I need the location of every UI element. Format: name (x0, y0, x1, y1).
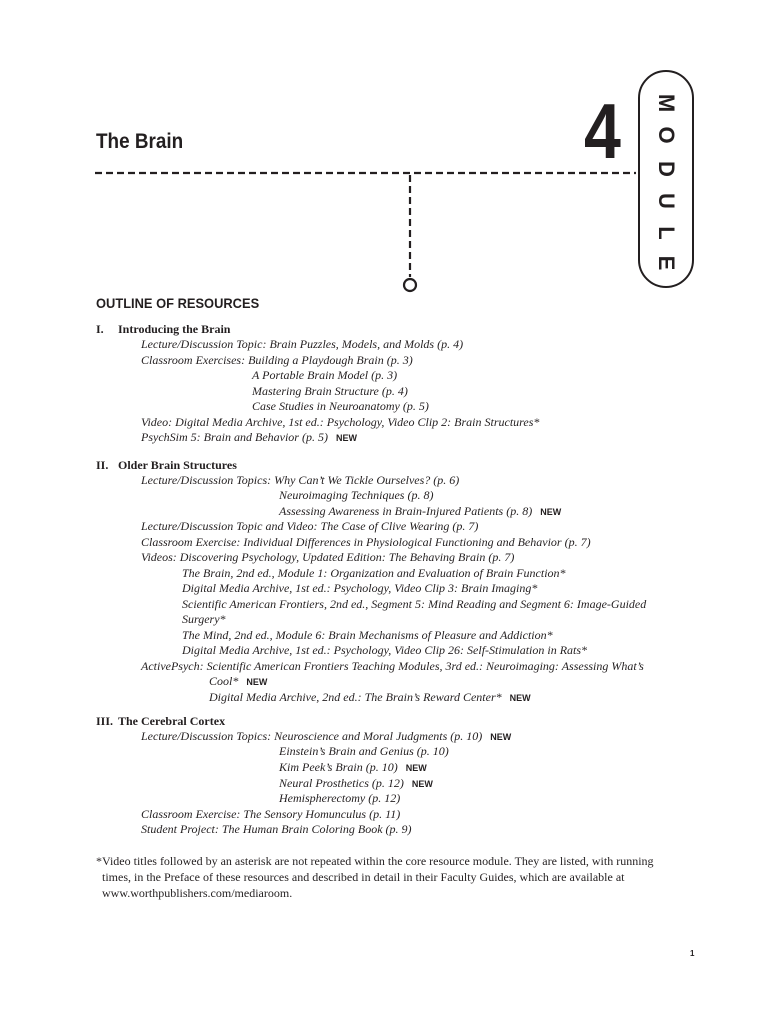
outline-line: A Portable Brain Model (p. 3) (252, 368, 398, 382)
section-number: II. (96, 458, 109, 472)
outline-line: Digital Media Archive, 1st ed.: Psychology, Video Clip 3: Brain Imaging* (182, 581, 538, 595)
outline-line (141, 430, 357, 445)
outline-line: Lecture/Discussion Topics: Why Can’t We Tickle Ourselves? (p. 6) (141, 473, 460, 487)
new-badge: NEW (246, 677, 268, 687)
section-number: I. (96, 322, 104, 336)
section-heading (96, 322, 230, 336)
section-title: Introducing the Brain (118, 322, 231, 336)
new-badge: NEW (405, 763, 427, 773)
section-title: Older Brain Structures (118, 458, 237, 472)
module-letter: U (654, 193, 679, 209)
outline-line-text: Digital Media Archive, 2nd ed.: The Brain’s Reward Center* (209, 690, 502, 704)
new-badge: NEW (509, 693, 531, 703)
outline-line-text: Cool* (209, 674, 239, 688)
module-letter: D (654, 161, 679, 177)
module-letter: L (654, 226, 679, 240)
module-letter: E (654, 255, 679, 271)
outline-heading: OUTLINE OF RESOURCES (96, 295, 260, 311)
section-heading (96, 458, 237, 472)
module-number: 4 (584, 87, 621, 175)
outline-line: Hemispherectomy (p. 12) (279, 791, 401, 805)
footnote-line: times, in the Preface of these resources and described in detail in their Faculty Guides, which are available at (102, 870, 625, 884)
outline-line-text: Neural Prosthetics (p. 12) (279, 776, 404, 790)
outline-line (279, 760, 427, 775)
outline-line (209, 690, 531, 705)
page-number: 1 (690, 949, 695, 958)
outline-line: The Mind, 2nd ed., Module 6: Brain Mechanisms of Pleasure and Addiction* (182, 628, 553, 642)
outline-line (279, 504, 561, 519)
new-badge: NEW (490, 732, 512, 742)
outline-line: Classroom Exercise: Individual Differences in Physiological Functioning and Behavior (p. 7) (141, 535, 591, 549)
outline-line (279, 776, 433, 791)
outline-line: Digital Media Archive, 1st ed.: Psychology, Video Clip 26: Self-Stimulation in Rats* (182, 643, 588, 657)
page-title: The Brain (96, 130, 184, 153)
module-letter: O (654, 126, 679, 144)
module-letter: M (654, 93, 679, 113)
outline-line: Lecture/Discussion Topic and Video: The Case of Clive Wearing (p. 7) (141, 519, 479, 533)
outline-line: Classroom Exercises: Building a Playdough Brain (p. 3) (141, 353, 413, 367)
module-tab (638, 70, 694, 288)
outline-line: Einstein’s Brain and Genius (p. 10) (279, 744, 449, 758)
outline-line (141, 729, 511, 744)
outline-line: Video: Digital Media Archive, 1st ed.: Psychology, Video Clip 2: Brain Structures* (141, 415, 540, 429)
outline-line: Scientific American Frontiers, 2nd ed., Segment 5: Mind Reading and Segment 6: Image-Guided (182, 597, 647, 611)
outline-line: Surgery* (182, 612, 226, 626)
dashed-divider (95, 171, 640, 296)
outline-line (209, 674, 267, 689)
outline-line: Classroom Exercise: The Sensory Homunculus (p. 11) (141, 807, 401, 821)
footnote (96, 853, 696, 901)
new-badge: NEW (335, 433, 357, 443)
new-badge: NEW (540, 507, 562, 517)
outline-line: Neuroimaging Techniques (p. 8) (279, 488, 434, 502)
section-heading (96, 714, 225, 728)
outline-line: Mastering Brain Structure (p. 4) (252, 384, 408, 398)
outline-line: Student Project: The Human Brain Coloring Book (p. 9) (141, 822, 412, 836)
outline-line-text: Assessing Awareness in Brain-Injured Patients (p. 8) (279, 504, 533, 518)
footnote-line: *Video titles followed by an asterisk are not repeated within the core resource module. They are listed, with running (96, 854, 654, 868)
outline-line-text: Lecture/Discussion Topics: Neuroscience and Moral Judgments (p. 10) (141, 729, 483, 743)
outline-line: The Brain, 2nd ed., Module 1: Organization and Evaluation of Brain Function* (182, 566, 566, 580)
outline-line-text: PsychSim 5: Brain and Behavior (p. 5) (141, 430, 328, 444)
outline-line: Case Studies in Neuroanatomy (p. 5) (252, 399, 429, 413)
outline-line: Videos: Discovering Psychology, Updated Edition: The Behaving Brain (p. 7) (141, 550, 515, 564)
section-number: III. (96, 714, 114, 728)
outline-line-text: Kim Peek’s Brain (p. 10) (279, 760, 398, 774)
outline-line: Lecture/Discussion Topic: Brain Puzzles, Models, and Molds (p. 4) (141, 337, 464, 351)
footnote-line: www.worthpublishers.com/mediaroom. (102, 886, 293, 900)
outline-line: ActivePsych: Scientific American Frontiers Teaching Modules, 3rd ed.: Neuroimaging: Assessing What’s (141, 659, 644, 673)
new-badge: NEW (411, 779, 433, 789)
section-title: The Cerebral Cortex (118, 714, 226, 728)
